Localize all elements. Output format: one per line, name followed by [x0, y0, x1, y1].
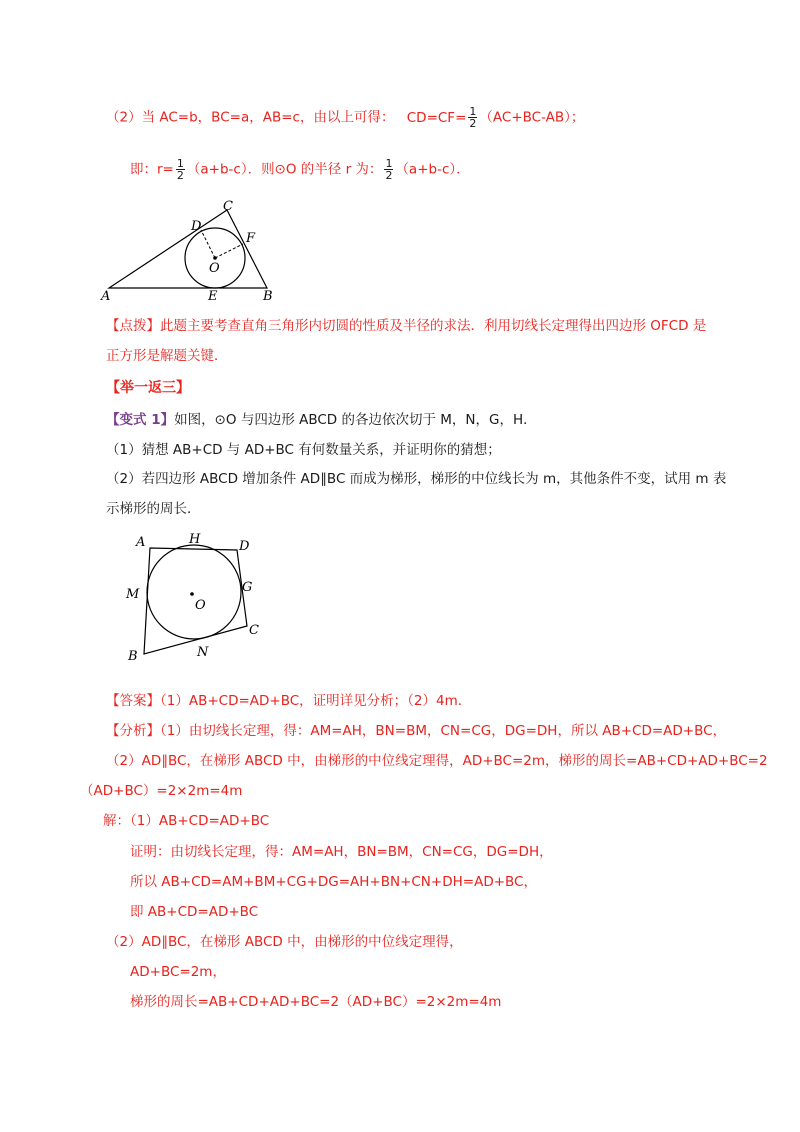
- triangle-incircle-figure: [95, 196, 295, 308]
- variant-q2-line1: （2）若四边形 ABCD 增加条件 AD∥BC 而成为梯形，梯形的中位线长为 m，其他条件不变，试用 m 表: [106, 471, 727, 487]
- solution-line2: 证明：由切线长定理，得：AM=AH，BN=BM，CN=CG，DG=DH，: [130, 844, 553, 860]
- label-b: B: [263, 289, 273, 304]
- part2-intro-line: [106, 106, 584, 129]
- label-g: G: [242, 580, 253, 595]
- variant-tag: 【变式 1】: [106, 412, 175, 428]
- inscribed-circle: [147, 545, 241, 639]
- solution-line6: AD+BC=2m，: [130, 964, 226, 980]
- label-b: B: [128, 649, 138, 664]
- variant-q1: （1）猜想 AB+CD 与 AD+BC 有何数量关系，并证明你的猜想；: [106, 442, 501, 458]
- answer-text: （1）AB+CD=AD+BC，证明详见分析；（2）4m．: [160, 693, 472, 709]
- radius-od: [201, 230, 215, 258]
- label-e: E: [208, 289, 218, 304]
- part2-result-a: 即：r=: [130, 161, 174, 178]
- fraction-half: $\frac{1}{2}$: [469, 105, 477, 130]
- solution-line3: 所以 AB+CD=AM+BM+CG+DG=AH+BN+CN+DH=AD+BC，: [130, 874, 537, 890]
- label-m: M: [126, 587, 140, 602]
- variant-text1: 如图，⊙O 与四边形 ABCD 的各边依次切于 M，N，G，H．: [174, 412, 537, 428]
- center-point: [190, 592, 194, 596]
- part2-intro-a: （2）当 AC=b，BC=a，AB=c，由以上可得：: [106, 109, 395, 126]
- solution-line1: 解：（1）AB+CD=AD+BC: [103, 813, 270, 829]
- label-d: D: [191, 219, 202, 234]
- radius-of: [215, 244, 243, 258]
- center-point: [213, 256, 217, 260]
- analysis-text1: （1）由切线长定理，得：AM=AH，BN=BM，CN=CG，DG=DH，所以 AB+CD=AD+BC，: [160, 723, 727, 739]
- analysis-line2: （2）AD∥BC，在梯形 ABCD 中，由梯形的中位线定理得，AD+BC=2m，梯形的周长=AB+CD+AD+BC=2: [106, 753, 768, 769]
- answer-tag: 【答案】: [106, 693, 160, 709]
- label-c: C: [223, 199, 233, 214]
- label-n: N: [197, 645, 209, 660]
- label-a: A: [101, 289, 111, 304]
- dianbo-text1: 此题主要考查直角三角形内切圆的性质及半径的求法．利用切线长定理得出四边形 OFCD 是: [160, 318, 707, 334]
- label-d: D: [239, 539, 250, 554]
- label-c: C: [249, 623, 259, 638]
- section-title: 【举一返三】: [106, 380, 190, 396]
- label-a: A: [136, 535, 146, 550]
- label-o: O: [209, 261, 220, 276]
- part2-intro-c: （AC+BC-AB）；: [479, 109, 585, 126]
- variant-q2-line2: 示梯形的周长．: [106, 501, 201, 517]
- answer-line: [106, 691, 471, 711]
- label-o: O: [195, 598, 206, 613]
- fraction-half: $\frac{1}{2}$: [176, 157, 184, 182]
- quadrilateral-incircle-figure: [120, 528, 270, 664]
- fraction-half: $\frac{1}{2}$: [385, 157, 393, 182]
- part2-result-line: [130, 158, 470, 181]
- part2-result-c: （a+b-c）．: [395, 161, 470, 178]
- variant-line1: [106, 410, 537, 430]
- label-f: F: [246, 231, 256, 246]
- dianbo-line1: [106, 316, 706, 336]
- analysis-line1: [106, 721, 726, 741]
- solution-line4: 即 AB+CD=AD+BC: [130, 904, 259, 920]
- analysis-line3: （AD+BC）=2×2m=4m: [80, 783, 243, 799]
- part2-result-b: （a+b-c）．则⊙O 的半径 r 为：: [186, 161, 383, 178]
- dianbo-tag: 【点拨】: [106, 318, 160, 334]
- part2-intro-b: CD=CF=: [406, 109, 467, 126]
- analysis-tag: 【分析】: [106, 723, 160, 739]
- dianbo-line2: 正方形是解题关键．: [106, 348, 228, 364]
- solution-line5: （2）AD∥BC，在梯形 ABCD 中，由梯形的中位线定理得，: [106, 934, 463, 950]
- label-h: H: [189, 532, 201, 547]
- solution-line7: 梯形的周长=AB+CD+AD+BC=2（AD+BC）=2×2m=4m: [130, 994, 502, 1010]
